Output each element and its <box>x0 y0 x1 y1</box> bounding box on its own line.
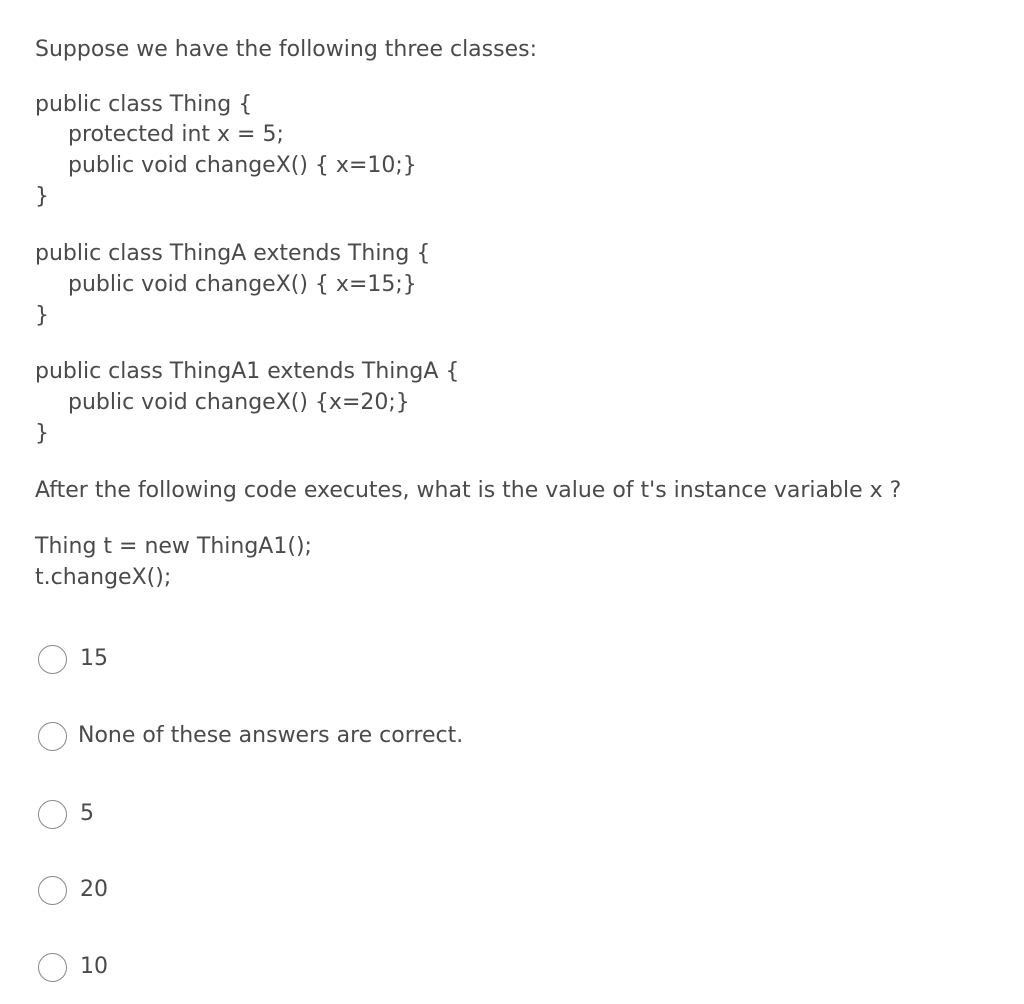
answer-option-10[interactable] <box>38 950 108 984</box>
answer-option-5[interactable] <box>38 797 94 831</box>
radio-button[interactable] <box>38 722 67 751</box>
class-thinga-close: } <box>35 303 49 328</box>
class-thinga-header: public class ThingA extends Thing { <box>35 241 431 266</box>
class-thing-close: } <box>35 184 49 209</box>
class-thinga1-method: public void changeX() {x=20;} <box>68 390 410 415</box>
answer-label: 5 <box>80 801 94 826</box>
question-prompt: After the following code executes, what is the value of t's instance variable x ? <box>35 478 902 503</box>
class-thing-header: public class Thing { <box>35 92 253 117</box>
class-thinga-method: public void changeX() { x=15;} <box>68 272 417 297</box>
answer-label: 15 <box>80 646 108 671</box>
answer-option-15[interactable] <box>38 642 108 676</box>
answer-label: None of these answers are correct. <box>78 723 464 748</box>
answer-label: 20 <box>80 877 108 902</box>
code-line-2: t.changeX(); <box>35 565 172 590</box>
class-thinga1-close: } <box>35 421 49 446</box>
radio-button[interactable] <box>38 876 67 905</box>
answer-option-20[interactable] <box>38 873 108 907</box>
radio-button[interactable] <box>38 645 67 674</box>
code-line-1: Thing t = new ThingA1(); <box>35 534 312 559</box>
class-thing-method: public void changeX() { x=10;} <box>68 153 417 178</box>
answer-label: 10 <box>80 954 108 979</box>
class-thinga1-header: public class ThingA1 extends ThingA { <box>35 359 460 384</box>
answer-option-none[interactable] <box>38 719 463 753</box>
question-intro: Suppose we have the following three classes: <box>35 37 537 62</box>
radio-button[interactable] <box>38 953 67 982</box>
radio-button[interactable] <box>38 800 67 829</box>
class-thing-field: protected int x = 5; <box>68 122 284 147</box>
